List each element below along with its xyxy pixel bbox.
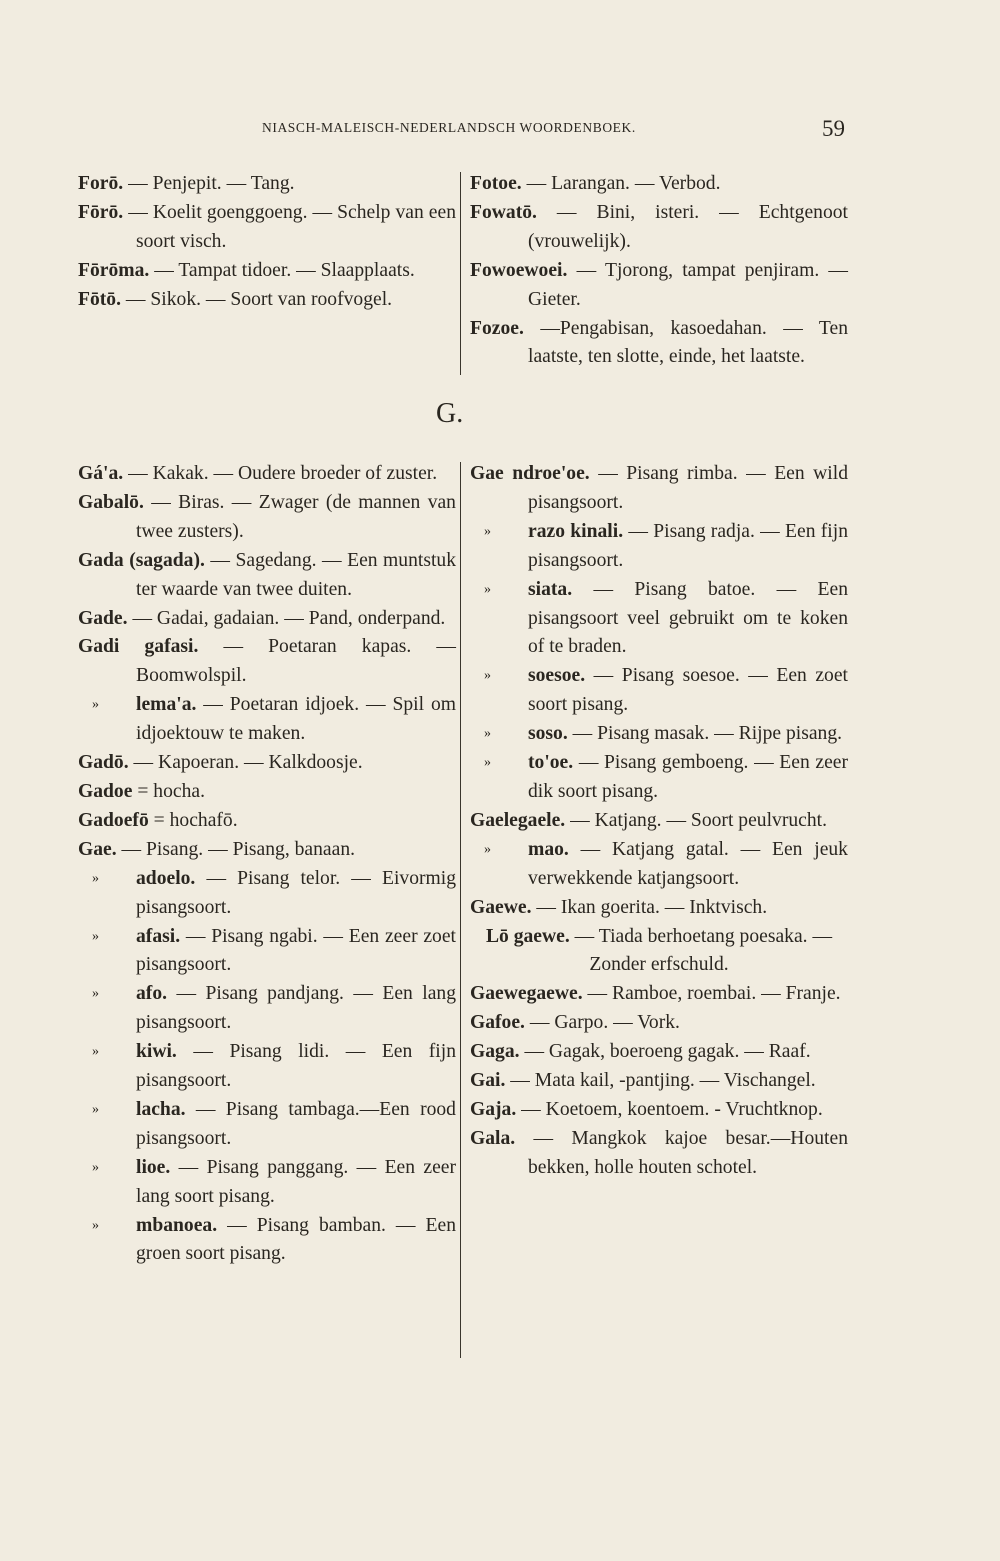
dictionary-entry [470,923,848,981]
definition: — Ramboe, roembai. — Franje. [587,983,841,1005]
ditto-mark: » [484,668,491,684]
definition: — Pisang. — Pisang, banaan. [121,838,356,860]
headword: Fōrō. [78,201,124,223]
headword: Fozoe. [470,317,524,339]
dictionary-entry [470,749,848,807]
dictionary-entry [78,547,456,605]
headword: to'oe. [528,752,574,774]
dictionary-entry [470,315,848,373]
column-top-left [78,170,456,315]
definition: — Ikan goerita. — Inktvisch. [536,896,768,918]
headword: lacha. [136,1098,186,1120]
definition: — Pisang batoe. — Een pisangsoort veel gebruikt om te koken of te braden. [528,578,848,658]
definition: — Koetoem, koentoem. - Vruchtknop. [521,1098,823,1120]
headword: Gabalō. [78,491,144,513]
definition: — Tampat tidoer. — Slaapplaats. [154,259,415,281]
definition: — Pisang radja. — Een fijn pisangsoort. [528,520,848,571]
dictionary-entry [470,1096,848,1125]
dictionary-entry [470,807,848,836]
section-letter: G. [436,398,464,429]
headword: Gadoefō [78,809,149,831]
ditto-mark: » [484,726,491,742]
headword: mbanoea. [136,1214,218,1236]
headword: Gaelegaele. [470,809,566,831]
column-top-right [470,170,848,372]
definition: — Tiada berhoetang poesaka. — Zonder erfschuld. [574,925,833,976]
dictionary-entry [78,1212,456,1270]
headword: lema'a. [136,694,197,716]
definition: — Bini, isteri. — Echtgenoot (vrouwelijk). [528,201,848,252]
headword: Gai. [470,1070,506,1092]
headword: mao. [528,838,569,860]
dictionary-entry [470,199,848,257]
headword: siata. [528,578,573,600]
definition: — Pisang rimba. — Een wild pisangsoort. [528,463,848,513]
definition: — Gadai, gadaian. — Pand, onderpand. [132,607,446,629]
dictionary-entry [470,1125,848,1183]
ditto-mark: » [92,1044,99,1060]
dictionary-entry [470,720,848,749]
definition: — Poetaran idjoek. — Spil om idjoektouw te maken. [136,694,456,745]
headword: Gade. [78,607,128,629]
headword: Gadi gafasi. [78,636,199,658]
headword: Gaewe. [470,896,532,918]
definition: — Pisang ngabi. — Een zeer zoet pisangsoort. [136,925,456,976]
ditto-mark: » [92,1159,99,1175]
dictionary-entry [470,662,848,720]
headword: Fowatō. [470,201,537,223]
dictionary-entry [78,807,456,836]
definition: — Mata kail, -pantjing. — Vischangel. [510,1070,816,1092]
ditto-mark: » [92,928,99,944]
dictionary-entry [78,923,456,981]
dictionary-entry [78,199,456,257]
headword: Gaga. [470,1041,520,1063]
column-divider-bottom [460,462,461,1358]
dictionary-entry [78,778,456,807]
headword: Gaja. [470,1098,517,1120]
headword: Gadō. [78,752,129,774]
running-header [0,116,1000,146]
headword: Lō gaewe. [485,925,570,947]
headword: Gadoe [78,780,133,802]
dictionary-entry [470,576,848,663]
ditto-mark: » [92,697,99,713]
definition: = hochafō. [153,809,238,831]
dictionary-entry [78,489,456,547]
dictionary-entry [470,1067,848,1096]
definition: — Pisang soesoe. — Een zoet soort pisang. [528,665,848,716]
definition: — Sikok. — Soort van roofvogel. [125,288,393,310]
definition: —Pengabisan, kasoedahan. — Ten laatste, ten slotte, einde, het laatste. [528,317,849,368]
definition: — Larangan. — Verbod. [526,173,721,194]
dictionary-entry [78,1038,456,1096]
headword: Gada (sagada). [78,549,205,571]
dictionary-entry [78,691,456,749]
definition: — Pisang pandjang. — Een lang pisangsoort. [136,983,456,1034]
ditto-mark: » [92,1101,99,1117]
dictionary-entry [470,257,848,315]
definition: — Gagak, boeroeng gagak. — Raaf. [524,1041,811,1063]
ditto-mark: » [92,870,99,886]
running-title: NIASCH-MALEISCH-NEDERLANDSCH WOORDENBOEK. [262,120,636,135]
dictionary-entry [470,1038,848,1067]
definition: — Koelit goenggoeng. — Schelp van een soort visch. [128,201,456,252]
headword: Gaewegaewe. [470,983,583,1005]
dictionary-entry [78,286,456,315]
headword: kiwi. [136,1041,177,1063]
dictionary-entry [78,170,456,199]
dictionary-entry [78,1096,456,1154]
headword: Fōtō. [78,288,121,310]
headword: razo kinali. [528,520,624,542]
headword: afo. [136,983,168,1005]
definition: — Penjepit. — Tang. [128,173,295,194]
definition: — Katjang. — Soort peulvrucht. [570,809,827,831]
definition: — Kapoeran. — Kalkdoosje. [133,752,363,774]
headword: soesoe. [528,665,586,687]
dictionary-entry [78,1154,456,1212]
definition: — Tjorong, tampat penjiram. — Gieter. [528,259,849,310]
dictionary-entry [78,836,456,865]
headword: Gae ndroe'oe. [470,463,590,484]
column-divider-top [460,172,461,375]
dictionary-entry [470,980,848,1009]
dictionary-entry [78,980,456,1038]
definition: = hocha. [137,780,205,802]
dictionary-entry [78,257,456,286]
headword: Fowoewoei. [470,259,568,281]
dictionary-entry [78,749,456,778]
definition: — Sagedang. — Een muntstuk ter waarde van twee duiten. [136,549,457,600]
definition: — Katjang gatal. — Een jeuk verwekkende katjangsoort. [528,838,848,889]
ditto-mark: » [484,581,491,597]
headword: Gala. [470,1127,516,1149]
definition: — Pisang bamban. — Een groen soort pisang. [136,1214,456,1265]
definition: — Pisang gemboeng. — Een zeer dik soort pisang. [528,752,849,802]
headword: Gá'a. [78,463,124,484]
definition: — Kakak. — Oudere broeder of zuster. [128,463,438,484]
ditto-mark: » [92,1217,99,1233]
dictionary-entry [470,460,848,518]
headword: Gae. [78,838,117,860]
ditto-mark: » [484,523,491,539]
definition: — Mangkok kajoe besar.—Houten bekken, holle houten schotel. [528,1127,848,1178]
column-bottom-right [470,460,848,1183]
definition: — Pisang telor. — Eivormig pisangsoort. [136,867,456,918]
dictionary-entry [78,633,456,691]
column-bottom-left [78,460,456,1269]
headword: Forō. [78,173,124,194]
definition: — Pisang lidi. — Een fijn pisangsoort. [136,1041,456,1092]
dictionary-entry [470,170,848,199]
dictionary-entry [470,836,848,894]
ditto-mark: » [484,755,491,771]
ditto-mark: » [484,841,491,857]
definition: — Pisang tambaga.—Een rood pisangsoort. [136,1098,456,1149]
definition: — Pisang panggang. — Een zeer lang soort pisang. [136,1156,456,1207]
definition: — Biras. — Zwager (de mannen van twee zusters). [136,491,456,542]
headword: afasi. [136,925,181,947]
dictionary-entry [78,865,456,923]
dictionary-entry [78,605,456,634]
definition: — Garpo. — Vork. [529,1012,680,1034]
definition: — Pisang masak. — Rijpe pisang. [572,723,843,745]
dictionary-entry [470,518,848,576]
dictionary-entry [78,460,456,489]
headword: lioe. [136,1156,171,1178]
headword: Fōrōma. [78,259,150,281]
headword: Fotoe. [470,173,522,194]
dictionary-entry [470,894,848,923]
headword: adoelo. [136,867,196,889]
headword: Gafoe. [470,1012,525,1034]
headword: soso. [528,723,568,745]
definition: — Poetaran kapas. — Boomwolspil. [136,636,456,687]
page-number: 59 [822,116,845,141]
ditto-mark: » [92,986,99,1002]
dictionary-entry [470,1009,848,1038]
